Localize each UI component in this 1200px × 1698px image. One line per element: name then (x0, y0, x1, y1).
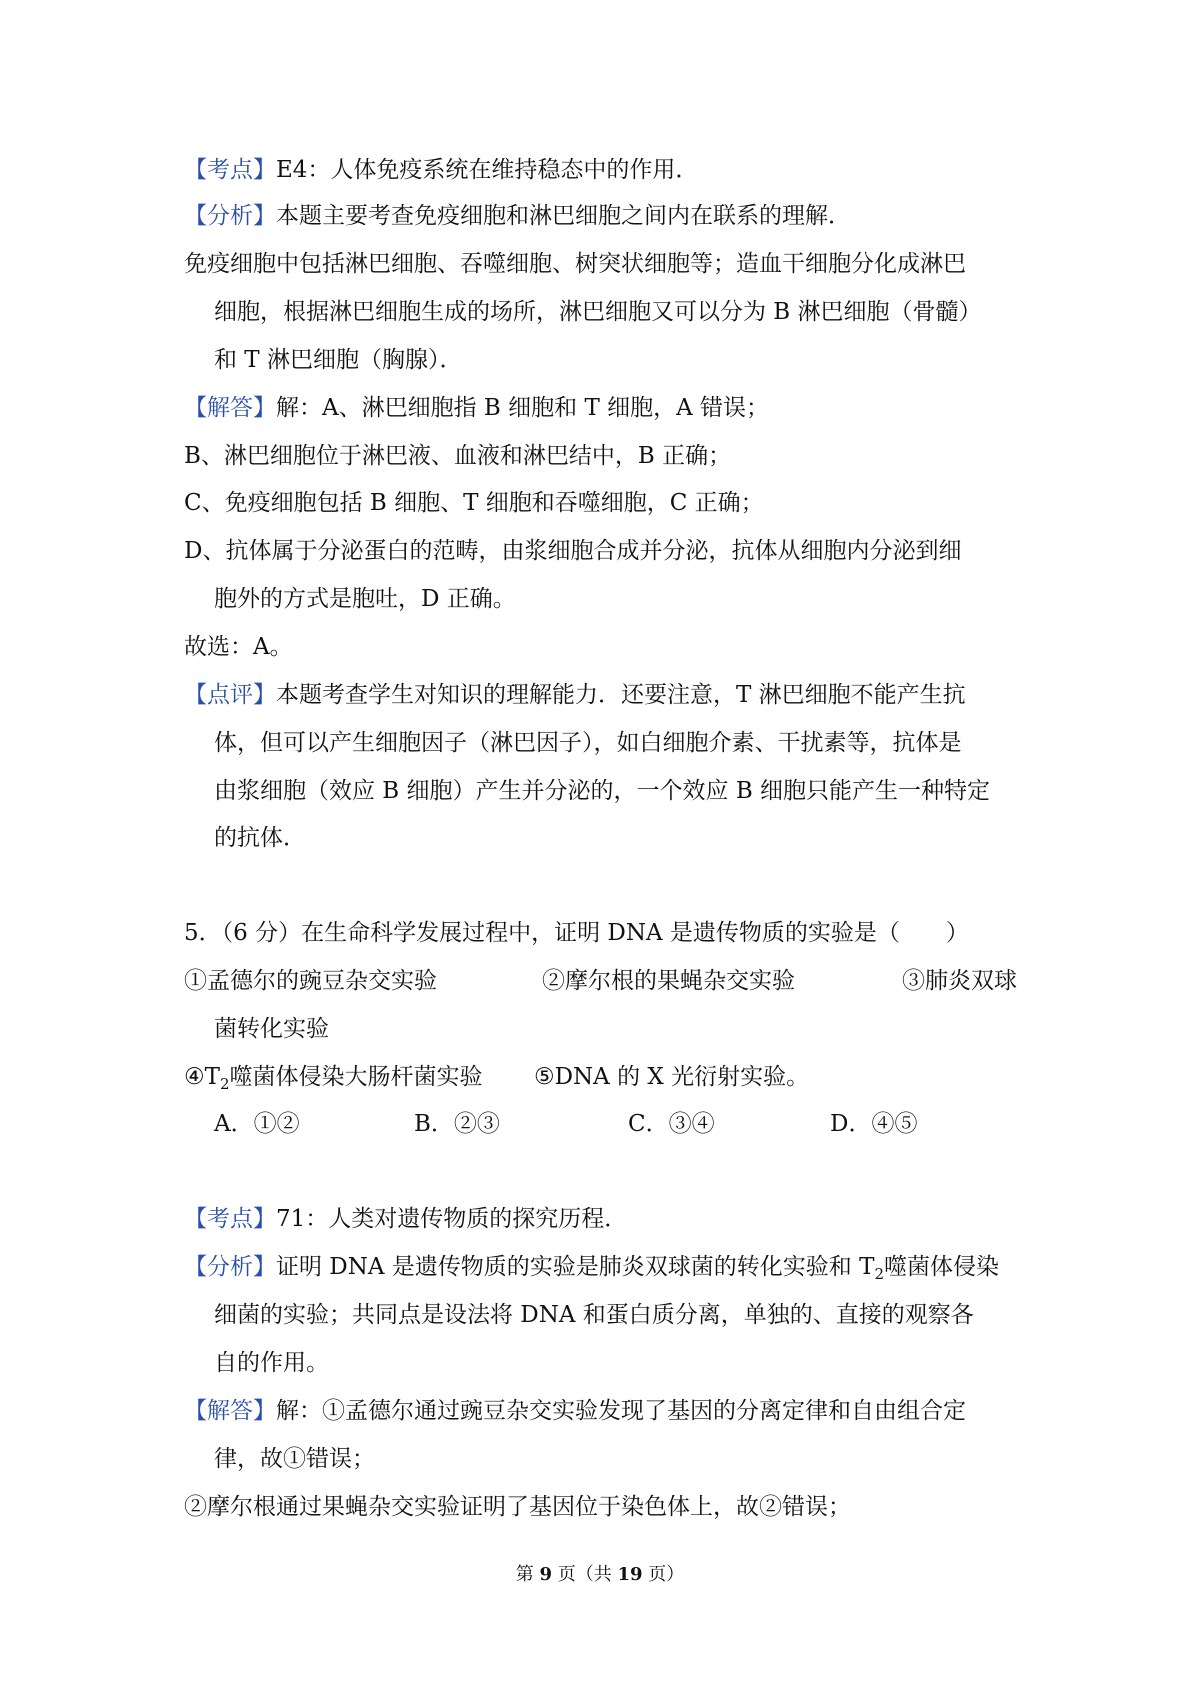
page-footer: 第 9 页（共 19 页） (515, 1564, 685, 1585)
q5-option-a[interactable]: A．①② (214, 1111, 300, 1137)
kaodian-tag: 【考点】 (184, 157, 276, 183)
q5-option-c[interactable]: C．③④ (628, 1111, 715, 1137)
q4-analysis-line-2: 细胞，根据淋巴细胞生成的场所，淋巴细胞又可以分为 B 淋巴细胞（骨髓） (214, 299, 982, 325)
q5-jieda-line-3: ②摩尔根通过果蝇杂交实验证明了基因位于染色体上，故②错误； (184, 1494, 851, 1520)
q5-jieda-line-2: 律，故①错误； (214, 1446, 375, 1472)
q5-kaodian-text: 71：人类对遗传物质的探究历程． (276, 1206, 628, 1232)
q4-answer-choice: 故选：A。 (184, 634, 293, 660)
q5-options (0, 1108, 1200, 1140)
q5-option-b[interactable]: B．②③ (414, 1111, 500, 1137)
dianping-tag: 【点评】 (184, 682, 276, 708)
q5-jieda-text: 解：①孟德尔通过豌豆杂交实验发现了基因的分离定律和自由组合定 (276, 1398, 966, 1424)
q4-dianping-text: 本题考查学生对知识的理解能力．还要注意，T 淋巴细胞不能产生抗 (276, 682, 966, 708)
q4-answer-d-cont: 胞外的方式是胞吐，D 正确。 (214, 586, 516, 612)
q4-analysis-line-1: 免疫细胞中包括淋巴细胞、吞噬细胞、树突状细胞等；造血干细胞分化成淋巴 (184, 251, 966, 277)
q5-item-1: ①孟德尔的豌豆杂交实验 (184, 968, 437, 994)
q4-jieda-text: 解：A、淋巴细胞指 B 细胞和 T 细胞，A 错误； (276, 395, 770, 421)
q4-answer-b: B、淋巴细胞位于淋巴液、血液和淋巴结中，B 正确； (184, 443, 732, 469)
q4-answer-d: D、抗体属于分泌蛋白的范畴，由浆细胞合成并分泌，抗体从细胞内分泌到细 (184, 538, 962, 564)
fenxi-tag: 【分析】 (184, 1254, 276, 1280)
total-page-number: 19 (617, 1564, 643, 1585)
jieda-tag: 【解答】 (184, 1398, 276, 1424)
q5-items-row-1 (0, 965, 1200, 997)
q5-fenxi-line-3: 自的作用。 (214, 1350, 329, 1376)
q5-fenxi-line-2: 细菌的实验；共同点是设法将 DNA 和蛋白质分离，单独的、直接的观察各 (214, 1302, 974, 1328)
q5-item-4: $④T_2$噬菌体侵染大肠杆菌实验 (184, 1064, 483, 1093)
fenxi-tag: 【分析】 (184, 203, 276, 229)
q5-item-5: ⑤DNA 的 X 光衍射实验。 (534, 1064, 810, 1090)
q5-item-2: ②摩尔根的果蝇杂交实验 (542, 968, 795, 994)
q4-dianping-line-3: 由浆细胞（效应 B 细胞）产生并分泌的，一个效应 B 细胞只能产生一种特定 (214, 778, 991, 804)
q4-dianping-line-4: 的抗体． (214, 825, 306, 851)
q4-kaodian-line (0, 154, 1200, 186)
q4-kaodian-text: E4：人体免疫系统在维持稳态中的作用． (276, 157, 699, 183)
q5-kaodian-line (0, 1203, 1200, 1235)
q5-option-d[interactable]: D．④⑤ (830, 1111, 918, 1137)
q5-stem: 5．（6 分）在生命科学发展过程中，证明 DNA 是遗传物质的实验是（ ） (184, 920, 969, 946)
q4-analysis-line-3: 和 T 淋巴细胞（胸腺）． (214, 347, 463, 373)
current-page-number: 9 (539, 1564, 552, 1585)
q5-items-row-2 (0, 1061, 1200, 1093)
kaodian-tag: 【考点】 (184, 1206, 276, 1232)
jieda-tag: 【解答】 (184, 395, 276, 421)
q4-dianping-line-2: 体，但可以产生细胞因子（淋巴因子），如白细胞介素、干扰素等，抗体是 (214, 730, 962, 756)
q4-jieda-line (0, 392, 1200, 424)
q4-fenxi-line (0, 200, 1200, 232)
q5-fenxi-line: 【分析】证明 DNA 是遗传物质的实验是肺炎双球菌的转化实验和 $T_2$噬菌体侵染 (184, 1254, 999, 1283)
q4-answer-c: C、免疫细胞包括 B 细胞、T 细胞和吞噬细胞，C 正确； (184, 490, 764, 516)
q5-jieda-line (0, 1395, 1200, 1427)
q4-dianping-line (0, 679, 1200, 711)
q4-fenxi-text: 本题主要考查免疫细胞和淋巴细胞之间内在联系的理解． (276, 203, 851, 229)
q5-item-3: ③肺炎双球 (902, 968, 1017, 994)
q5-item-3-cont: 菌转化实验 (214, 1016, 329, 1042)
